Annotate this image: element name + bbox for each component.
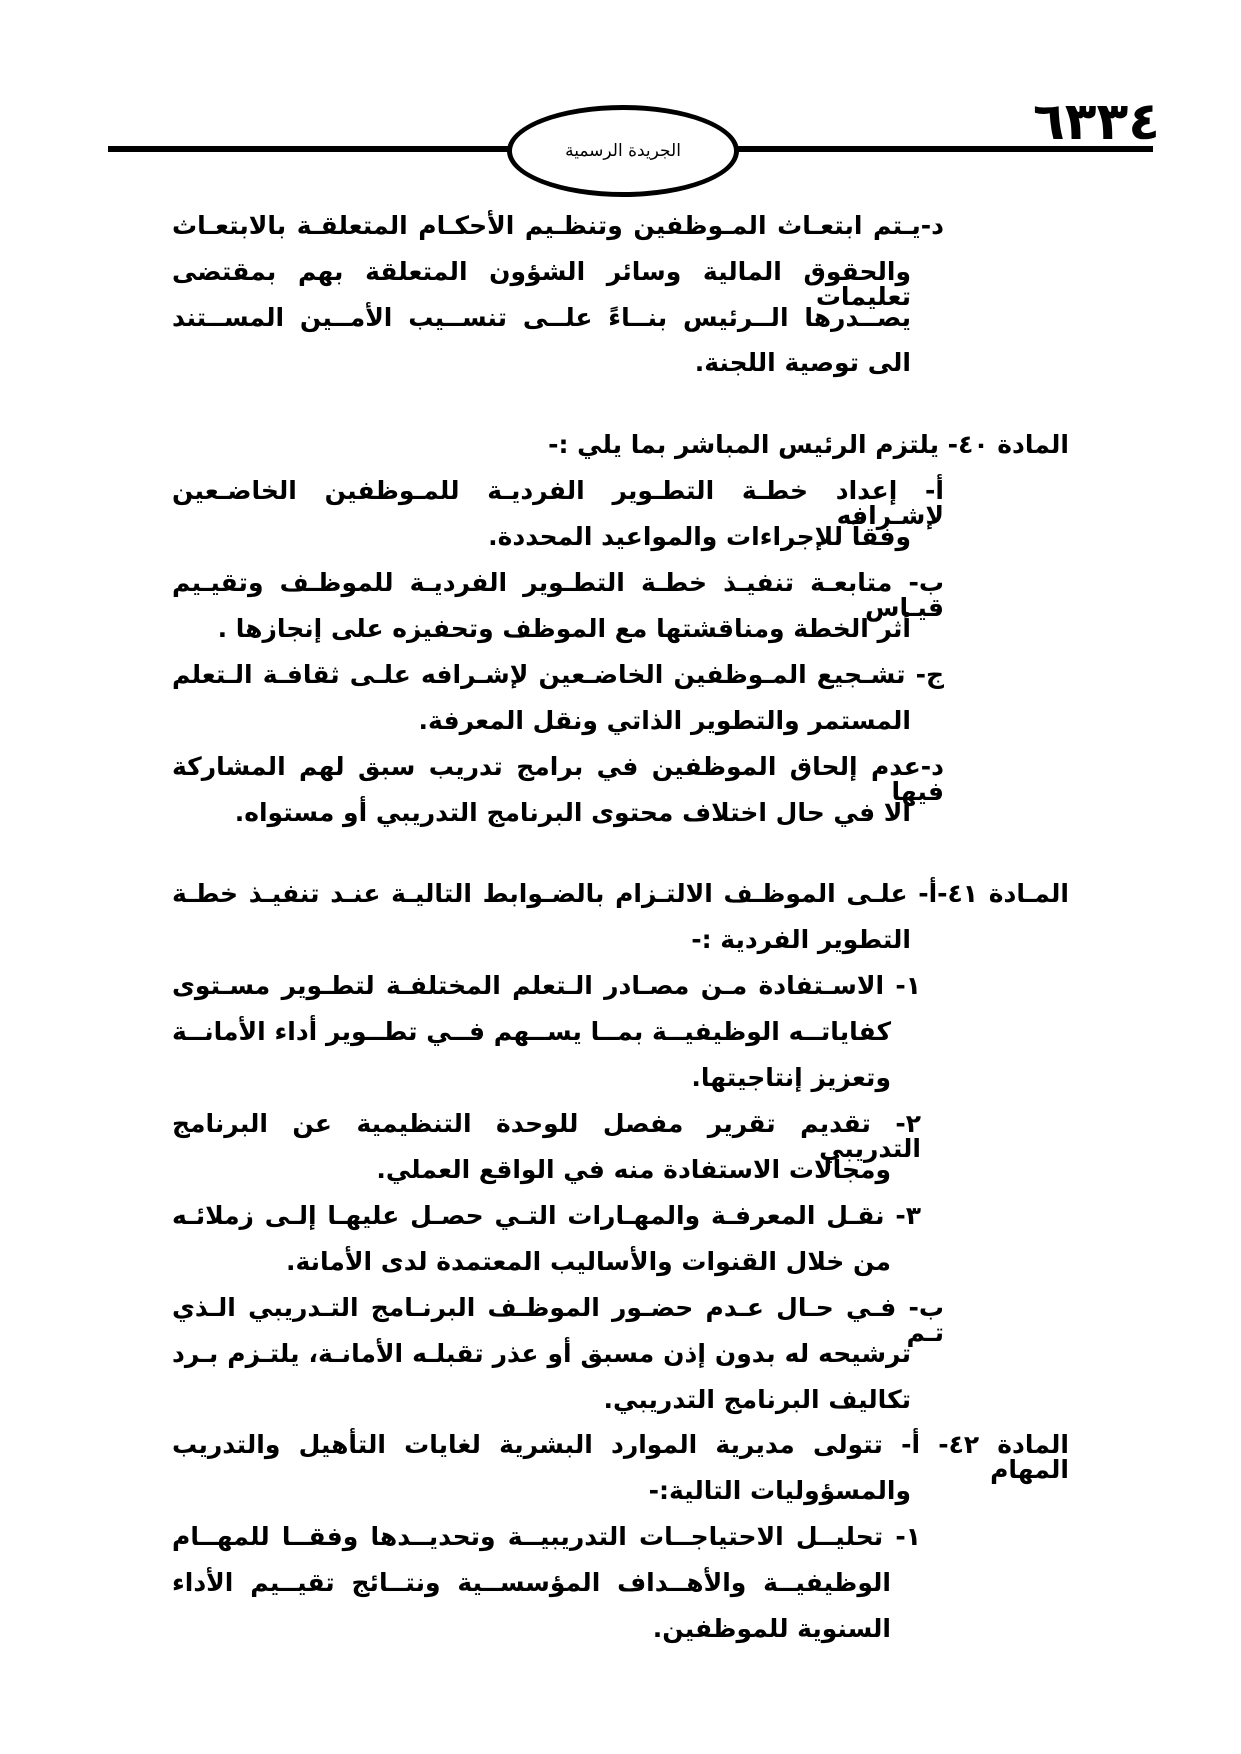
gazette-title: الجريدة الرسمية <box>565 141 681 161</box>
text-line: المستمر والتطوير الذاتي ونقل المعرفة. <box>418 706 911 735</box>
text-line: وتعزيز إنتاجيتها. <box>691 1063 891 1092</box>
text-line: التطوير الفردية :- <box>691 925 911 954</box>
text-line: الوظيفيــة والأهــداف المؤسســية ونتــائج تقيــيم الأداء <box>172 1568 891 1597</box>
text-line: والمسؤوليات التالية:- <box>648 1476 911 1505</box>
text-line: تكاليف البرنامج التدريبي. <box>603 1385 911 1414</box>
text-line: كفاياتــه الوظيفيــة بمــا يســهم فــي تطــوير أداء الأمانــة <box>172 1017 891 1046</box>
text-line: ج- تشـجيع المـوظفين الخاضـعين لإشـرافه علـى ثقافـة الـتعلم <box>172 660 944 689</box>
article-40-heading: المادة ٤٠- يلتزم الرئيس المباشر بما يلي :- <box>548 430 1069 459</box>
text-line: ومجالات الاستفادة منه في الواقع العملي. <box>376 1155 891 1184</box>
text-line: الا في حال اختلاف محتوى البرنامج التدريبي أو مستواه. <box>234 798 911 827</box>
page-number: ٦٣٣٤ <box>1033 92 1160 152</box>
text-line: د-عدم إلحاق الموظفين في برامج تدريب سبق لهم المشاركة فيها <box>172 752 944 806</box>
text-line: أ- إعداد خطـة التطـوير الفرديـة للمـوظفين الخاضـعين لإشـرافه <box>172 476 944 530</box>
text-line: من خلال القنوات والأساليب المعتمدة لدى الأمانة. <box>286 1247 891 1276</box>
text-line: أثر الخطة ومناقشتها مع الموظف وتحفيزه على إنجازها . <box>217 614 911 643</box>
text-line: ١- الاسـتفادة مـن مصـادر الـتعلم المختلفـة لتطـوير مسـتوى <box>172 971 921 1000</box>
text-line: ١- تحليــل الاحتياجــات التدريبيــة وتحديــدها وفقــا للمهــام <box>172 1522 921 1551</box>
text-line: والحقوق المالية وسائر الشؤون المتعلقة بهم بمقتضى تعليمات <box>172 257 911 311</box>
text-line: د-يـتم ابتعـاث المـوظفين وتنظـيم الأحكـام المتعلقـة بالابتعـاث <box>172 211 944 240</box>
text-line: ٣- نقـل المعرفـة والمهـارات التـي حصـل عليهـا إلـى زملائـه <box>172 1201 921 1230</box>
text-line: ب- متابعـة تنفيـذ خطـة التطـوير الفرديـة للموظـف وتقيـيم قيـاس <box>172 568 944 622</box>
article-42-heading: المادة ٤٢- أ- تتولى مديرية الموارد البشرية لغايات التأهيل والتدريب المهام <box>172 1430 1069 1484</box>
text-line: ب- فـي حـال عـدم حضـور الموظـف البرنـامج التـدريبي الـذي تـم <box>172 1293 944 1347</box>
text-line: ترشيحه له بدون إذن مسبق أو عذر تقبلـه الأمانـة، يلتـزم بـرد <box>172 1339 911 1368</box>
text-line: ٢- تقديم تقرير مفصل للوحدة التنظيمية عن البرنامج التدريبي <box>172 1109 921 1163</box>
text-line: الى توصية اللجنة. <box>694 348 911 377</box>
text-line: السنوية للموظفين. <box>652 1614 891 1643</box>
text-line: وفقاً للإجراءات والمواعيد المحددة. <box>488 522 911 551</box>
article-41-heading: المـادة ٤١-أ- علـى الموظـف الالتـزام بالضـوابط التاليـة عنـد تنفيـذ خطـة <box>172 879 1069 908</box>
gazette-title-oval <box>507 105 739 197</box>
text-line: يصــدرها الــرئيس بنــاءً علــى تنســيب الأمــين المســتند <box>172 303 911 332</box>
